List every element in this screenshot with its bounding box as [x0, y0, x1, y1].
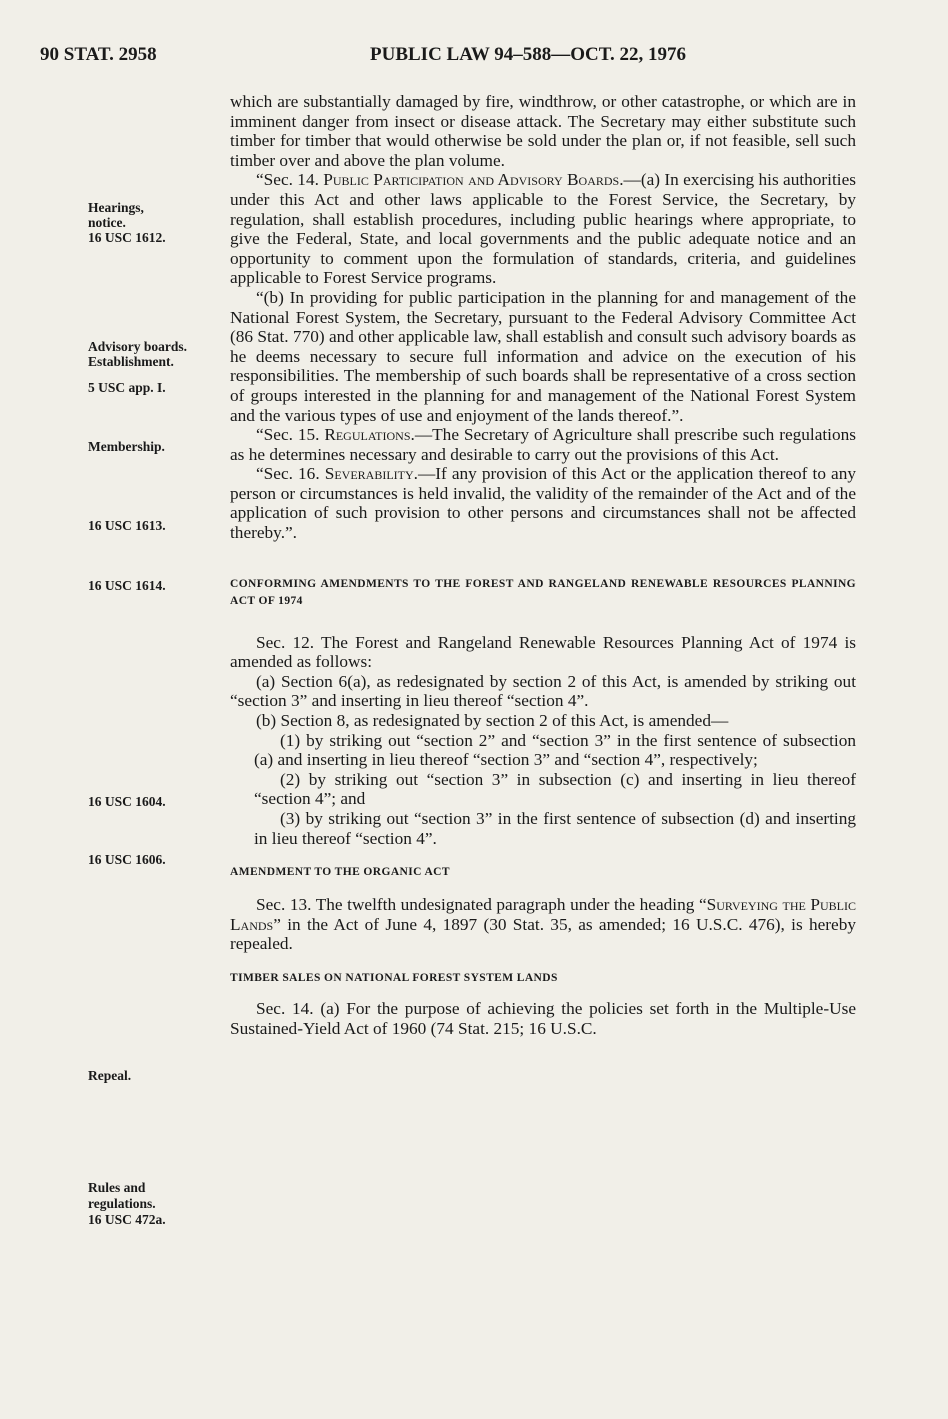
section-12-paragraph: Sec. 12. The Forest and Rangeland Renewable Resources Planning Act of 1974 is amended as follows: — [230, 632, 856, 672]
section-title: Regulations. — [324, 425, 415, 445]
section-text: —The Secretary of Agriculture shall prescribe such regulations as he determines necessary and desirable to carry out the provisions of this Act. — [230, 425, 856, 464]
section-12a-paragraph: (a) Section 6(a), as redesignated by section 2 of this Act, is amended by striking out “section 3” and inserting in lieu thereof “section 4”. — [230, 671, 856, 711]
section-text: Sec. 13. The twelfth undesignated paragraph under the heading “ — [256, 895, 707, 915]
section-12b-paragraph: (b) Section 8, as redesignated by section 2 of this Act, is amended— — [256, 711, 729, 731]
section-title: Surveying the Public Lands — [230, 895, 856, 934]
margin-note: 16 USC 472a. — [88, 1212, 166, 1227]
margin-note: 16 USC 1606. — [88, 852, 166, 867]
section-14-paragraph — [230, 170, 856, 288]
section-heading: TIMBER SALES ON NATIONAL FOREST SYSTEM LANDS — [230, 971, 558, 984]
section-12b3-paragraph: (3) by striking out “section 3” in the first sentence of subsection (d) and inserting in lieu thereof “section 4”. — [254, 809, 856, 848]
section-12b1-paragraph: (1) by striking out “section 2” and “section 3” in the first sentence of subsection (a) and inserting in lieu thereof “section 3” and “section 4”, respectively; — [254, 730, 856, 770]
section-heading: CONFORMING AMENDMENTS TO THE FOREST AND RANGELAND RENEWABLE RESOURCES PLANNING ACT OF 1974 — [230, 577, 856, 607]
margin-note: 16 USC 1612. — [88, 230, 166, 245]
section-text: —(a) In exercising his authorities under this Act and other laws applicable to the Forest Service, the Secretary, by regulation, shall establish procedures, including public hearings where appropriate, to give the Federal, State, and local governments and the public adequate notice and an opportunity to comment upon the formulation of standards, criteria, and guidelines applicable to Forest Service programs. — [230, 170, 856, 288]
section-number: “Sec. 16. — [256, 464, 325, 484]
section-text: ” in the Act of June 4, 1897 (30 Stat. 35, as amended; 16 U.S.C. 476), is hereby repealed. — [230, 914, 856, 954]
section-13-paragraph — [230, 895, 856, 954]
margin-note: Establishment. — [88, 354, 174, 369]
page-header — [40, 44, 912, 70]
public-law-title: PUBLIC LAW 94–588—OCT. 22, 1976 — [370, 44, 686, 65]
section-14-timber-paragraph: Sec. 14. (a) For the purpose of achieving the policies set forth in the Multiple-Use Sustained-Yield Act of 1960 (74 Stat. 215; 16 U.S.C. — [230, 998, 856, 1038]
section-14b-paragraph: “(b) In providing for public participation in the planning for and management of the National Forest System, the Secretary, pursuant to the Federal Advisory Committee Act (86 Stat. 770) and other applicable law, shall establish and consult such advisory boards as he deems necessary to secure full information and advice on the execution of his responsibilities. The membership of such boards shall be representative of a cross section of groups interested in the planning for and management of the National Forest System and the various types of use and enjoyment of the lands thereof.”. — [230, 287, 856, 425]
margin-note: regulations. — [88, 1196, 156, 1211]
section-15-paragraph — [230, 425, 856, 464]
section-number: “Sec. 14. — [256, 170, 324, 190]
stat-citation: 90 STAT. 2958 — [40, 44, 157, 65]
margin-note: Hearings, — [88, 200, 144, 215]
section-12b2-paragraph: (2) by striking out “section 3” in subsection (c) and inserting in lieu thereof “section 4”; and — [254, 769, 856, 809]
margin-note: notice. — [88, 215, 126, 230]
margin-note: Rules and — [88, 1180, 146, 1195]
section-heading: AMENDMENT TO THE ORGANIC ACT — [230, 866, 450, 879]
margin-note: 16 USC 1613. — [88, 518, 166, 533]
section-title: Severability. — [324, 464, 418, 484]
section-number: “Sec. 15. — [256, 425, 325, 445]
section-text: —If any provision of this Act or the application thereof to any person or circumstances is held invalid, the validity of the remainder of the Act and of the application of such provision to other persons and circumstances shall not be affected thereby.”. — [230, 464, 856, 543]
statute-body — [230, 92, 856, 1038]
paragraph: which are substantially damaged by fire, windthrow, or other catastrophe, or which are in imminent danger from insect or disease attack. The Secretary may either substitute such timber for timber that would otherwise be sold under the plan or, if not feasible, sell such timber over and above the plan volume. — [230, 92, 856, 170]
margin-note: Membership. — [88, 439, 165, 454]
margin-note: Repeal. — [88, 1068, 132, 1083]
section-title: Public Participation and Advisory Boards. — [323, 170, 624, 190]
margin-note: 5 USC app. I. — [88, 380, 166, 395]
margin-note: 16 USC 1604. — [88, 794, 166, 809]
section-16-paragraph — [230, 464, 856, 542]
margin-note: 16 USC 1614. — [88, 578, 166, 593]
margin-note: Advisory boards. — [88, 339, 188, 354]
